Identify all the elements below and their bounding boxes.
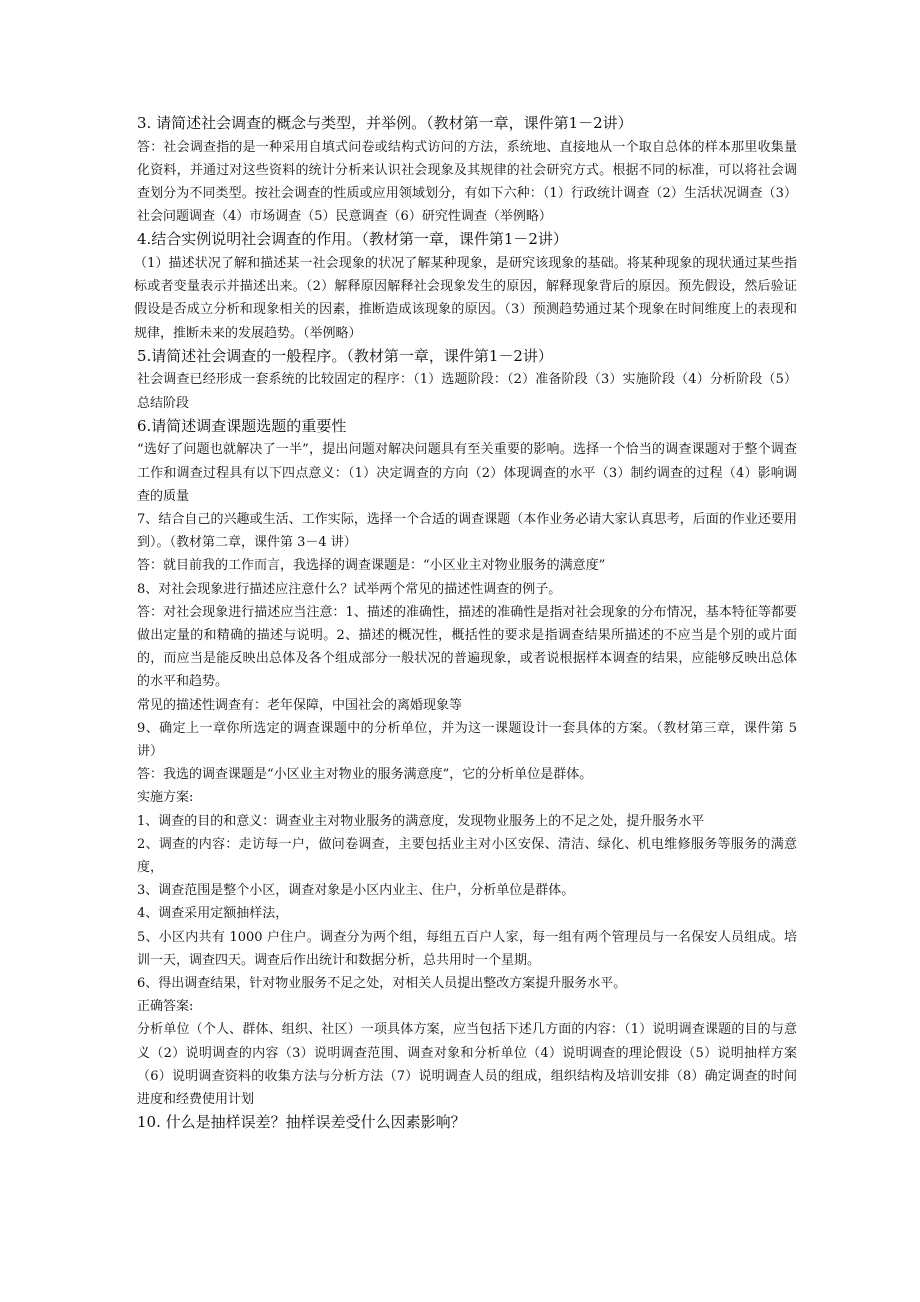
answer-6: “选好了问题也就解决了一半”，提出问题对解决问题具有至关重要的影响。选择一个恰当的调查课题对于整个调查工作和调查过程具有以下四点意义：（1）决定调查的方向（2）体现调查的水平（3）制约调查的过程（4）影响调查的质量	[137, 442, 797, 504]
answer-9: 答：我选的调查课题是“小区业主对物业的服务满意度”，它的分析单位是群体。	[137, 767, 593, 783]
answer-3: 答：社会调查指的是一种采用自填式问卷或结构式访问的方法，系统地、直接地从一个取自总体的样本那里收集量化资料，并通过对这些资料的统计分析来认识社会现象及其规律的社会研究方式。根据不同的标准，可以将社会调查划分为不同类型。按社会调查的性质或应用领域划分，有如下六种：（1）行政统计调查（2）生活状况调查（3）社会问题调查（4）市场调查（5）民意调查（6）研究性调查（举例略）	[137, 139, 797, 225]
question-4: 4.结合实例说明社会调查的作用。（教材第一章，课件第1－2讲）	[137, 230, 568, 249]
correct-answer-heading: 正确答案:	[137, 999, 194, 1015]
question-3: 3. 请简述社会调查的概念与类型，并举例。（教材第一章，课件第1－2讲）	[137, 114, 633, 132]
plan-item-5: 5、小区内共有 1000 户住户。调查分为两个组，每组五百户人家，每一组有两个管理员与一名保安人员组成。培训一天，调查四天。调查后作出统计和数据分析，总共用时一个星期。	[137, 929, 797, 968]
correct-answer-body: 分析单位（个人、群体、组织、社区）一项具体方案，应当包括下述几方面的内容：（1）说明调查课题的目的与意义（2）说明调查的内容（3）说明调查范围、调查对象和分析单位（4）说明调查的理论假设（5）说明抽样方案（6）说明调查资料的收集方法与分析方法（7）说明调查人员的组成，组织结构及培训安排（8）确定调查的时间进度和经费使用计划	[137, 1022, 797, 1108]
question-9: 9、确定上一章你所选定的调查课题中的分析单位，并为这一课题设计一套具体的方案。（教材第三章，课件第 5 讲）	[137, 720, 797, 760]
plan-heading: 实施方案:	[137, 790, 194, 806]
answer-7: 答：就目前我的工作而言，我选择的调查课题是：“小区业主对物业服务的满意度”	[137, 558, 606, 574]
answer-5: 社会调查已经形成一套系统的比较固定的程序：（1）选题阶段：（2）准备阶段（3）实施阶段（4）分析阶段（5）总结阶段	[137, 372, 797, 411]
answer-8: 答：对社会现象进行描述应当注意：1、描述的准确性，描述的准确性是指对社会现象的分布情况，基本特征等都要做出定量的和精确的描述与说明。2、描述的概况性，概括性的要求是指调查结果所描述的不应当是个别的或片面的，而应当是能反映出总体及各个组成部分一般状况的普遍现象，或者说根据样本调查的结果，应能够反映出总体的水平和趋势。	[137, 604, 797, 690]
plan-item-3: 3、调查范围是整个小区，调查对象是小区内业主、住户，分析单位是群体。	[137, 883, 575, 899]
document-page	[134, 112, 797, 1135]
plan-item-2: 2、调查的内容：走访每一户，做问卷调查，主要包括业主对小区安保、清洁、绿化、机电维修服务等服务的满意度，	[137, 836, 797, 876]
answer-4: （1）描述状况了解和描述某一社会现象的状况了解某种现象，是研究该现象的基础。将某种现象的现状通过某些指标或者变量表示并描述出来。（2）解释原因解释社会现象发生的原因，解释现象背后的原因。预先假设，然后验证假设是否成立分析和现象相关的因素，推断造成该现象的原因。（3）预测趋势通过某个现象在时间维度上的表现和规律，推断未来的发展趋势。（举例略）	[134, 256, 797, 341]
plan-item-1: 1、调查的目的和意义：调查业主对物业服务的满意度，发现物业服务上的不足之处，提升服务水平	[137, 813, 705, 829]
plan-item-4: 4、调查采用定额抽样法，	[137, 906, 289, 922]
question-6: 6.请简述调查课题选题的重要性	[137, 416, 347, 435]
question-8: 8、对社会现象进行描述应注意什么？试举两个常见的描述性调查的例子。	[137, 581, 562, 597]
answer-8-examples: 常见的描述性调查有：老年保障，中国社会的离婚现象等	[137, 697, 463, 713]
question-7: 7、结合自己的兴趣或生活、工作实际，选择一个合适的调查课题（本作业务必请大家认真思考，后面的作业还要用到）。（教材第二章，课件第 3－4 讲）	[137, 512, 797, 551]
plan-item-6: 6、得出调查结果，针对物业服务不足之处，对相关人员提出整改方案提升服务水平。	[137, 976, 627, 992]
question-10: 10. 什么是抽样误差？抽样误差受什么因素影响？	[137, 1113, 466, 1132]
question-5: 5.请简述社会调查的一般程序。（教材第一章，课件第1－2讲）	[137, 346, 553, 365]
